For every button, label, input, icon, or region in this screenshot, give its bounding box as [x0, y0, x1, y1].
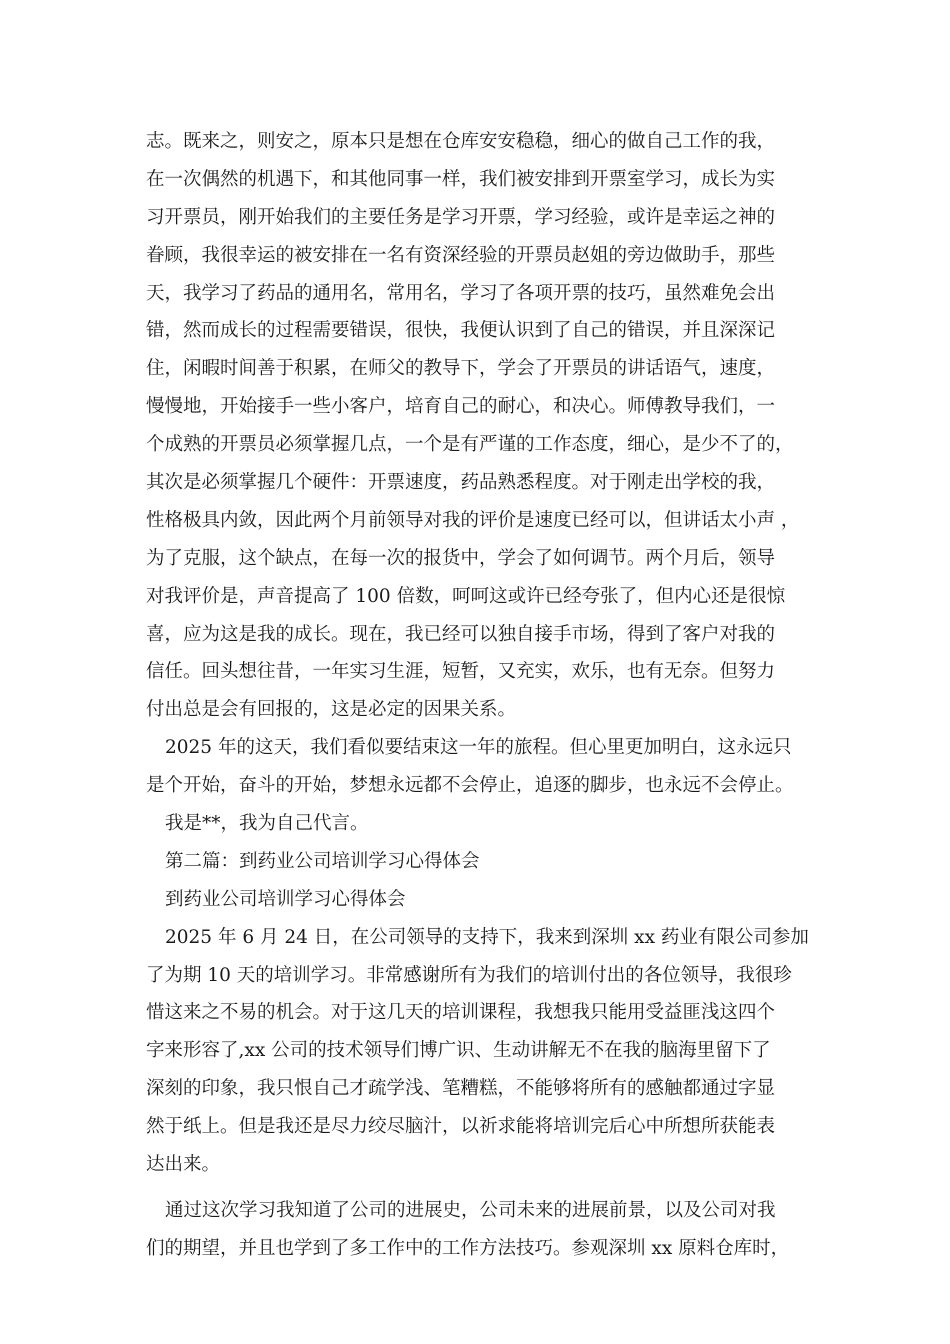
- paragraph-block-2: [146, 729, 810, 1184]
- text-line: 我是**，我为自己代言。: [165, 813, 369, 835]
- text-line: 慢慢地，开始接手一些小客户，培育自己的耐心，和决心。师傅教导我们，一: [146, 396, 776, 418]
- paragraph-block-1: [146, 123, 810, 729]
- section-subheading: 到药业公司培训学习心得体会: [165, 888, 406, 910]
- text-line: 眷顾，我很幸运的被安排在一名有资深经验的开票员赵姐的旁边做助手，那些: [146, 244, 776, 266]
- text-line: 对我评价是，声音提高了 100 倍数，呵呵这或许已经夸张了，但内心还是很惊: [146, 585, 786, 607]
- text-line: 喜，应为这是我的成长。现在，我已经可以独自接手市场，得到了客户对我的: [146, 623, 776, 645]
- section-heading: 第二篇：到药业公司培训学习心得体会: [165, 850, 480, 872]
- text-line: 性格极具内敛，因此两个月前领导对我的评价是速度已经可以，但讲话太小声 ，: [146, 509, 800, 531]
- text-line: 惜这来之不易的机会。对于这几天的培训课程，我想我只能用受益匪浅这四个: [146, 1002, 776, 1024]
- paragraph-spacer: [146, 1184, 810, 1192]
- text-line: 2025 年的这天，我们看似要结束这一年的旅程。但心里更加明白，这永远只: [165, 737, 792, 759]
- text-line: 深刻的印象，我只恨自己才疏学浅、笔糟糕，不能够将所有的感触都通过字显: [146, 1078, 776, 1100]
- text-line: 为了克服，这个缺点，在每一次的报货中，学会了如何调节。两个月后，领导: [146, 547, 776, 569]
- text-line: 了为期 10 天的培训学习。非常感谢所有为我们的培训付出的各位领导，我很珍: [146, 964, 792, 986]
- text-line: 然于纸上。但是我还是尽力绞尽脑汁，以祈求能将培训完后心中所想所获能表: [146, 1116, 776, 1138]
- text-line: 习开票员，刚开始我们的主要任务是学习开票，学习经验，或许是幸运之神的: [146, 206, 776, 228]
- text-line: 通过这次学习我知道了公司的进展史，公司未来的进展前景，以及公司对我: [165, 1199, 776, 1221]
- text-line: 们的期望，并且也学到了多工作中的工作方法技巧。参观深圳 xx 原料仓库时，: [146, 1237, 790, 1259]
- text-line: 住，闲暇时间善于积累，在师父的教导下，学会了开票员的讲话语气，速度，: [146, 358, 776, 380]
- paragraph-block-3: [146, 1192, 810, 1268]
- text-line: 个成熟的开票员必须掌握几点，一个是有严谨的工作态度，细心，是少不了的，: [146, 434, 794, 456]
- text-line: 达出来。: [146, 1154, 221, 1176]
- text-line: 志。既来之，则安之，原本只是想在仓库安安稳稳，细心的做自己工作的我，: [146, 131, 776, 152]
- text-line: 是个开始，奋斗的开始，梦想永远都不会停止，追逐的脚步，也永远不会停止。: [146, 775, 794, 797]
- text-line: 其次是必须掌握几个硬件：开票速度，药品熟悉程度。对于刚走出学校的我，: [146, 472, 776, 494]
- text-line: 字来形容了,xx 公司的技术领导们博广识、生动讲解无不在我的脑海里留下了: [146, 1040, 771, 1062]
- text-line: 天，我学习了药品的通用名，常用名，学习了各项开票的技巧，虽然难免会出: [146, 282, 776, 304]
- text-line: 错，然而成长的过程需要错误，很快，我便认识到了自己的错误，并且深深记: [146, 320, 776, 342]
- text-line: 付出总是会有回报的，这是必定的因果关系。: [146, 699, 517, 721]
- text-line: 信任。回头想往昔，一年实习生涯，短暂，又充实，欢乐，也有无奈。但努力: [146, 661, 776, 683]
- text-line: 2025 年 6 月 24 日，在公司领导的支持下，我来到深圳 xx 药业有限公司参加: [165, 926, 809, 948]
- text-line: 在一次偶然的机遇下，和其他同事一样，我们被安排到开票室学习，成长为实: [146, 168, 776, 190]
